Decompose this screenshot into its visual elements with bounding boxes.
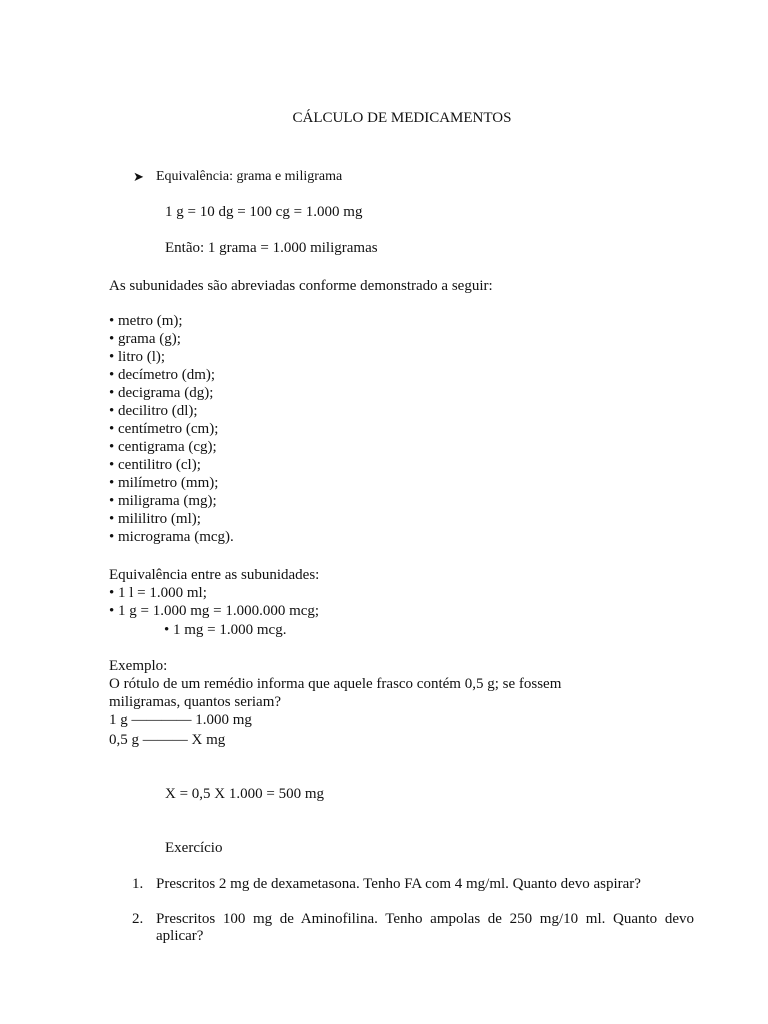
unit-list-item: • decímetro (dm);	[109, 367, 216, 383]
exercise-heading: Exercício	[165, 840, 223, 856]
unit-list-item: • miligrama (mg);	[109, 493, 217, 509]
unit-list-item: • grama (g);	[109, 331, 181, 347]
unit-list-item: • decilitro (dl);	[109, 403, 198, 419]
unit-list-item: • centilitro (cl);	[109, 457, 201, 473]
equivalence-item: • 1 mg = 1.000 mcg.	[164, 622, 287, 638]
unit-list-item: • mililitro (ml);	[109, 511, 201, 527]
rule-of-three-line: 1 g ———— 1.000 mg	[109, 712, 252, 728]
example-result: X = 0,5 X 1.000 = 500 mg	[165, 786, 325, 802]
equivalence-equation: 1 g = 10 dg = 100 cg = 1.000 mg	[165, 204, 363, 220]
equivalence-conclusion: Então: 1 grama = 1.000 miligramas	[165, 240, 378, 256]
unit-list-item: • metro (m);	[109, 313, 183, 329]
document-title: CÁLCULO DE MEDICAMENTOS	[292, 110, 512, 126]
unit-list-item: • centímetro (cm);	[109, 421, 219, 437]
example-text: miligramas, quantos seriam?	[109, 694, 282, 710]
equivalence-heading: Equivalência entre as subunidades:	[109, 567, 320, 583]
section-heading: Equivalência: grama e miligrama	[156, 169, 343, 184]
example-heading: Exemplo:	[109, 658, 168, 674]
exercise-number: 2.	[132, 911, 144, 927]
exercise-item: Prescritos 2 mg de dexametasona. Tenho FA com 4 mg/ml. Quanto devo aspirar?	[156, 876, 641, 892]
rule-of-three-line: 0,5 g ——— X mg	[109, 732, 226, 748]
exercise-item: Prescritos 100 mg de Aminofilina. Tenho ampolas de 250 mg/10 ml. Quanto devo aplicar?	[156, 911, 694, 944]
unit-list-item: • micrograma (mcg).	[109, 529, 234, 545]
equivalence-item: • 1 l = 1.000 ml;	[109, 585, 207, 601]
exercise-number: 1.	[132, 876, 144, 892]
equivalence-item: • 1 g = 1.000 mg = 1.000.000 mcg;	[109, 603, 320, 619]
intro-paragraph: As subunidades são abreviadas conforme demonstrado a seguir:	[109, 278, 493, 294]
unit-list-item: • milímetro (mm);	[109, 475, 219, 491]
unit-list-item: • litro (l);	[109, 349, 166, 365]
unit-list-item: • decigrama (dg);	[109, 385, 214, 401]
unit-list-item: • centigrama (cg);	[109, 439, 217, 455]
example-text: O rótulo de um remédio informa que aquele frasco contém 0,5 g; se fossem	[109, 676, 562, 692]
arrow-bullet-icon: ➤	[133, 169, 144, 184]
